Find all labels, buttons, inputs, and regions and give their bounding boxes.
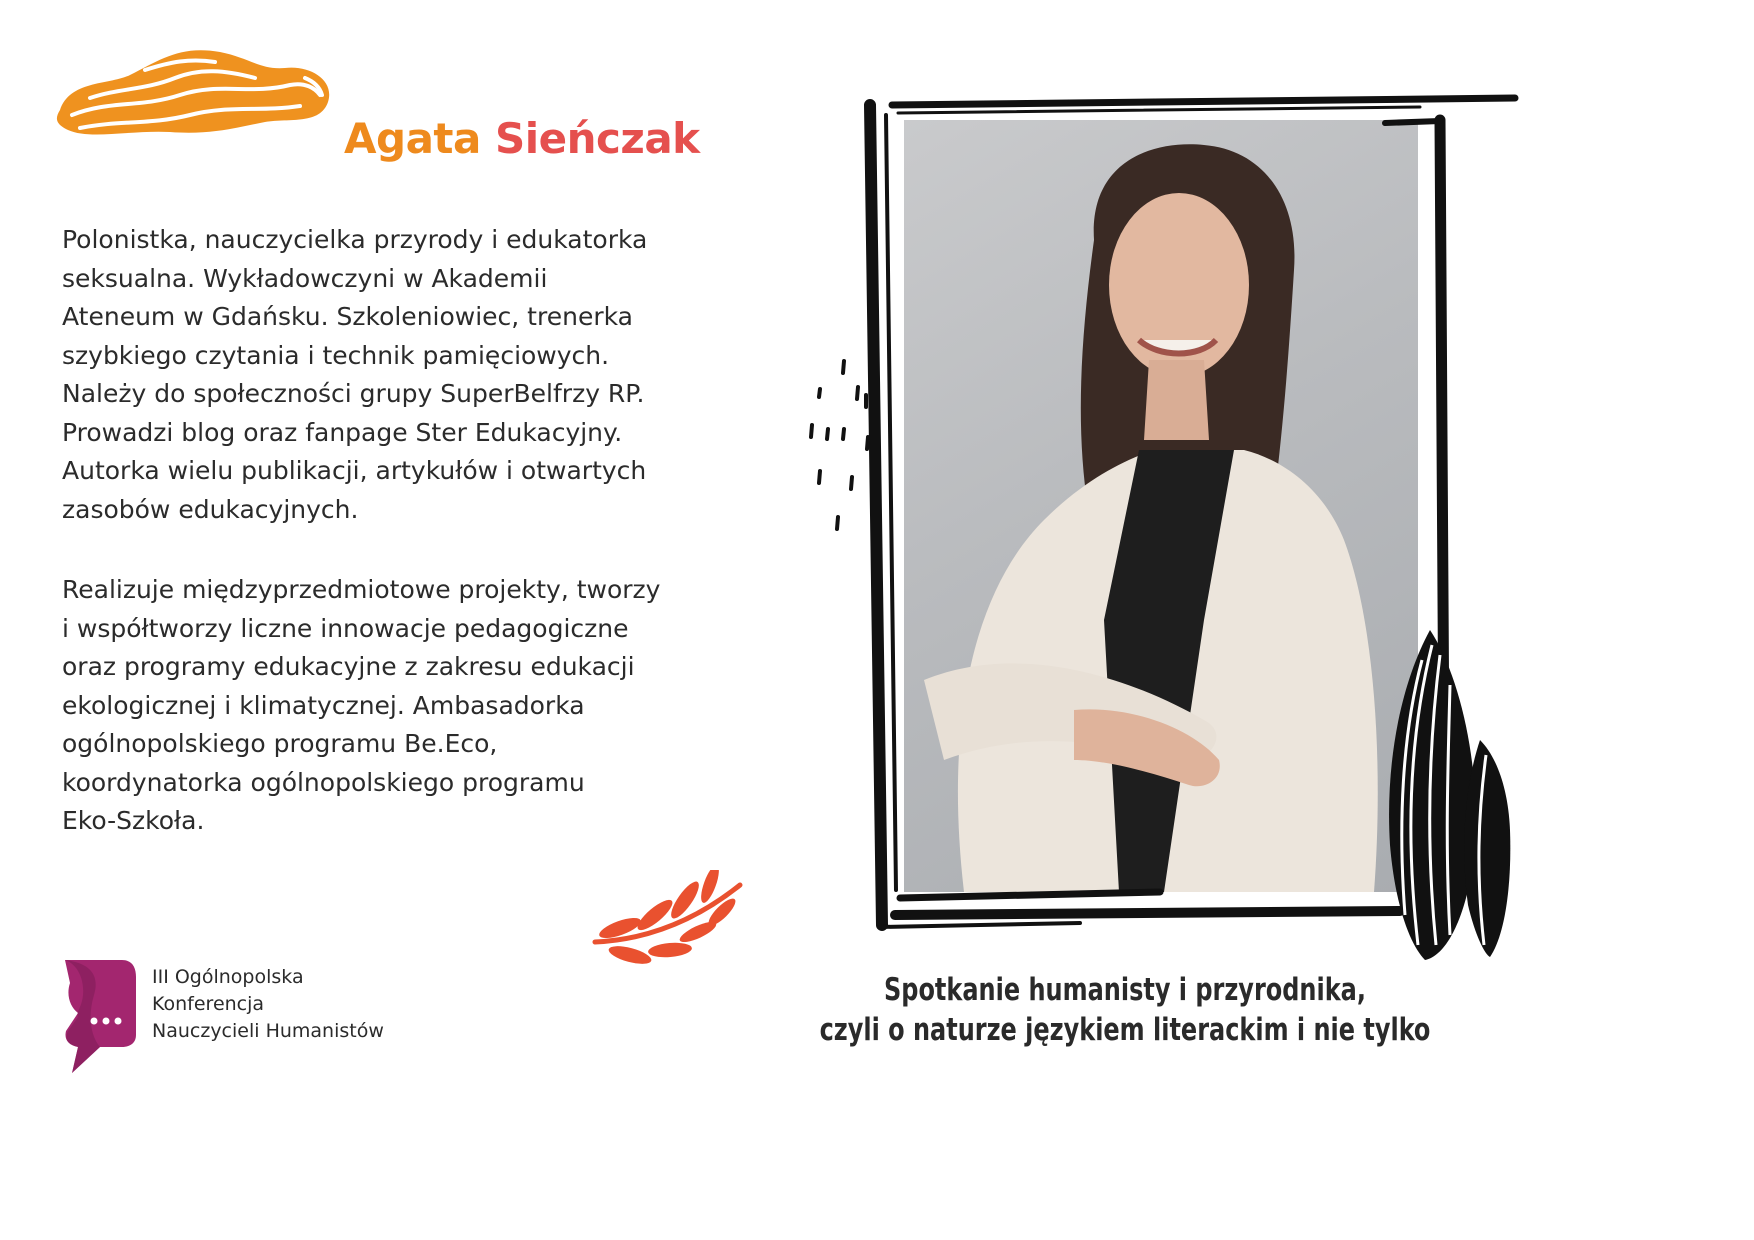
- conference-line-3: Nauczycieli Humanistów: [152, 1020, 384, 1042]
- bio-paragraph-1: Polonistka, nauczycielka przyrody i edukatorka seksualna. Wykładowczyni w Akademii Ateneum w Gdańsku. Szkoleniowiec, trenerka szybkiego czytania i technik pamięciowych. Należy do społeczności grupy SuperBelfrzy RP. Prowadzi blog oraz fanpage Ster Edukacyjny. Autorka wielu publikacji, artykułów i otwartych zasobów edukacyjnych.: [62, 225, 648, 524]
- event-tagline: [760, 970, 1491, 1050]
- conference-logo-icon: [60, 955, 140, 1075]
- striped-leaf-icon: [1389, 630, 1510, 960]
- orange-waves-icon: [50, 40, 335, 145]
- bio-paragraph-2: Realizuje międzyprzedmiotowe projekty, tworzy i współtworzy liczne innowacje pedagogiczne oraz programy edukacyjne z zakresu edukacji ekologicznej i klimatycznej. Ambasadorka ogólnopolskiego programu Be.Eco, koordynatorka ogólnopolskiego programu Eko-Szkoła.: [62, 575, 661, 835]
- speaker-name: [344, 114, 700, 163]
- decorative-dashes: [811, 361, 868, 529]
- first-name: Agata: [344, 114, 481, 163]
- conference-line-1: III Ogólnopolska: [152, 966, 304, 988]
- tagline-line-1: Spotkanie humanisty i przyrodnika,: [884, 972, 1366, 1008]
- leaf-branch-icon: [590, 870, 750, 980]
- tagline-line-2: czyli o naturze językiem literackim i nie tylko: [819, 1012, 1431, 1048]
- conference-line-2: Konferencja: [152, 993, 265, 1015]
- photo-frame: [800, 85, 1540, 985]
- last-name: Sieńczak: [494, 114, 700, 163]
- conference-name: [152, 964, 384, 1045]
